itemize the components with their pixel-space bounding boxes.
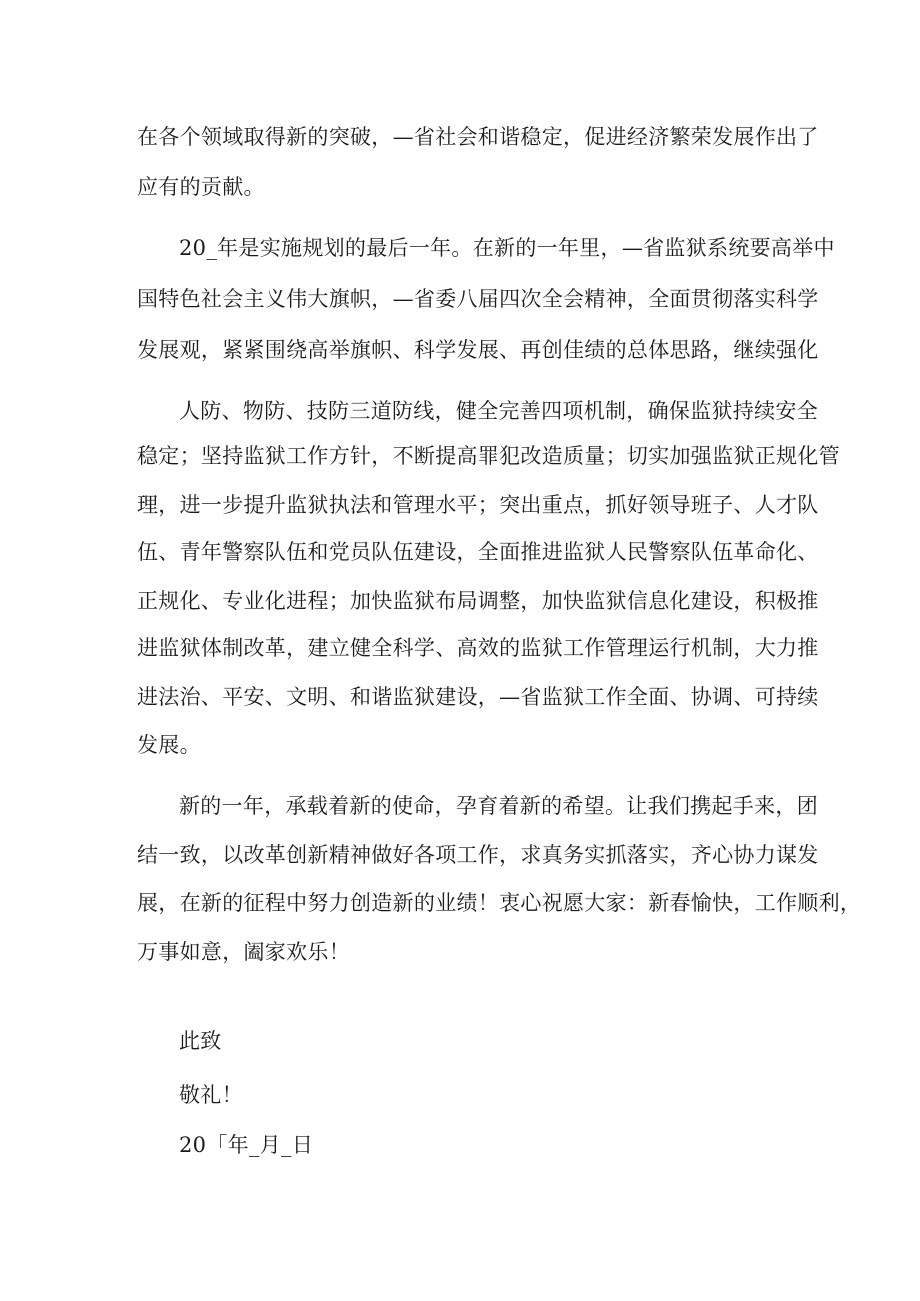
paragraph-2-line-1: 20_年是实施规划的最后一年。在新的一年里，—省监狱系统要高举中 bbox=[179, 236, 835, 260]
paragraph-1-line-1: 在各个领域取得新的突破，—省社会和谐稳定，促进经济繁荣发展作出了 bbox=[137, 125, 819, 149]
paragraph-4-line-4: 万事如意，阖家欢乐！ bbox=[137, 940, 350, 964]
paragraph-3-line-4: 伍、青年警察队伍和党员队伍建设，全面推进监狱人民警察队伍革命化、 bbox=[137, 540, 819, 564]
paragraph-2-line-2: 国特色社会主义伟大旗帜，—省委八届四次全会精神，全面贯彻落实科学 bbox=[137, 287, 819, 311]
paragraph-3-line-2: 稳定；坚持监狱工作方针，不断提高罪犯改造质量；切实加强监狱正规化管 bbox=[137, 444, 840, 468]
closing-text: 此致 bbox=[179, 1029, 222, 1053]
date-line: 20「年_月_日 bbox=[179, 1133, 314, 1157]
paragraph-1-line-2: 应有的贡献。 bbox=[137, 175, 265, 199]
paragraph-3-line-8: 发展。 bbox=[137, 733, 201, 757]
paragraph-4-line-3: 展，在新的征程中努力创造新的业绩！衷心祝愿大家：新春愉快，工作顺利， bbox=[137, 891, 862, 915]
paragraph-3-line-6: 进监狱体制改革，建立健全科学、高效的监狱工作管理运行机制，大力推 bbox=[137, 636, 819, 660]
paragraph-4-line-2: 结一致，以改革创新精神做好各项工作，求真务实抓落实，齐心协力谋发 bbox=[137, 843, 819, 867]
paragraph-4-line-1: 新的一年，承载着新的使命，孕育着新的希望。让我们携起手来，团 bbox=[179, 794, 818, 818]
paragraph-3-line-5: 正规化、专业化进程；加快监狱布局调整，加快监狱信息化建设，积极推 bbox=[137, 589, 819, 613]
paragraph-2-line-3: 发展观，紧紧围绕高举旗帜、科学发展、再创佳绩的总体思路，继续强化 bbox=[137, 338, 819, 362]
salutation-text: 敬礼！ bbox=[179, 1083, 243, 1107]
paragraph-3-line-3: 理，进一步提升监狱执法和管理水平；突出重点，抓好领导班子、人才队 bbox=[137, 493, 819, 517]
paragraph-3-line-1: 人防、物防、技防三道防线，健全完善四项机制，确保监狱持续安全 bbox=[179, 399, 818, 423]
paragraph-3-line-7: 进法治、平安、文明、和谐监狱建设，—省监狱工作全面、协调、可持续 bbox=[137, 685, 819, 709]
